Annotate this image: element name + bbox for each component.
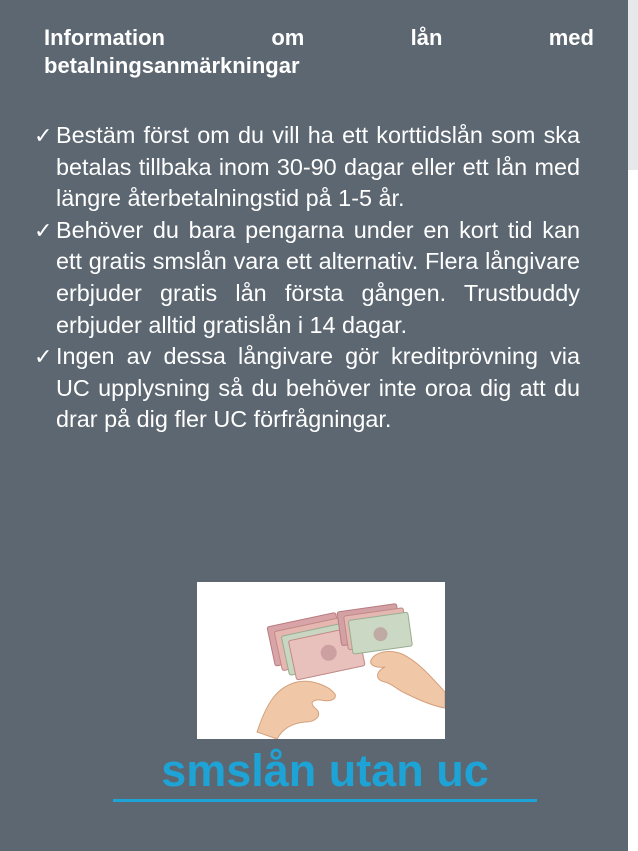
money-handover-illustration <box>197 582 445 739</box>
list-item <box>34 120 580 215</box>
page-title-word: om <box>271 25 305 50</box>
checkmark-icon: ✓ <box>34 123 53 148</box>
money-handover-photo <box>197 582 445 739</box>
bullet-list <box>34 120 580 436</box>
page-edge-shade <box>628 0 638 170</box>
page-title-line-1 <box>44 24 594 52</box>
smslan-link[interactable] <box>110 744 540 804</box>
list-item-text: Ingen av dessa långivare gör kreditprövning via UC upplysning så du behöver inte oroa dig att du drar på dig fler UC förfrågningar. <box>56 343 580 433</box>
page-title-word: med <box>548 25 594 50</box>
page-title-word: lån <box>410 25 443 50</box>
smslan-link-text[interactable]: smslån utan uc <box>161 745 489 796</box>
page-title-line-2: betalningsanmärkningar <box>44 53 300 78</box>
checkmark-icon: ✓ <box>34 344 53 370</box>
page-title <box>44 24 594 80</box>
list-item-text: Bestäm först om du vill ha ett korttidslån som ska betalas tillbaka inom 30-90 dagar eller ett lån med längre återbetalningstid på 1-5 år. <box>56 122 580 212</box>
list-item-text: Behöver du bara pengarna under en kort tid kan ett gratis smslån vara ett alternativ. Flera långivare erbjuder gratis lån första gången. Trustbuddy erbjuder alltid gratislån i 14 dagar. <box>56 216 580 338</box>
checkmark-icon: ✓ <box>34 217 53 243</box>
page-title-word: Information <box>44 25 165 50</box>
list-item <box>34 341 580 436</box>
smslan-link-underline <box>113 799 537 802</box>
list-item <box>34 215 580 341</box>
right-banknotes <box>337 602 412 655</box>
